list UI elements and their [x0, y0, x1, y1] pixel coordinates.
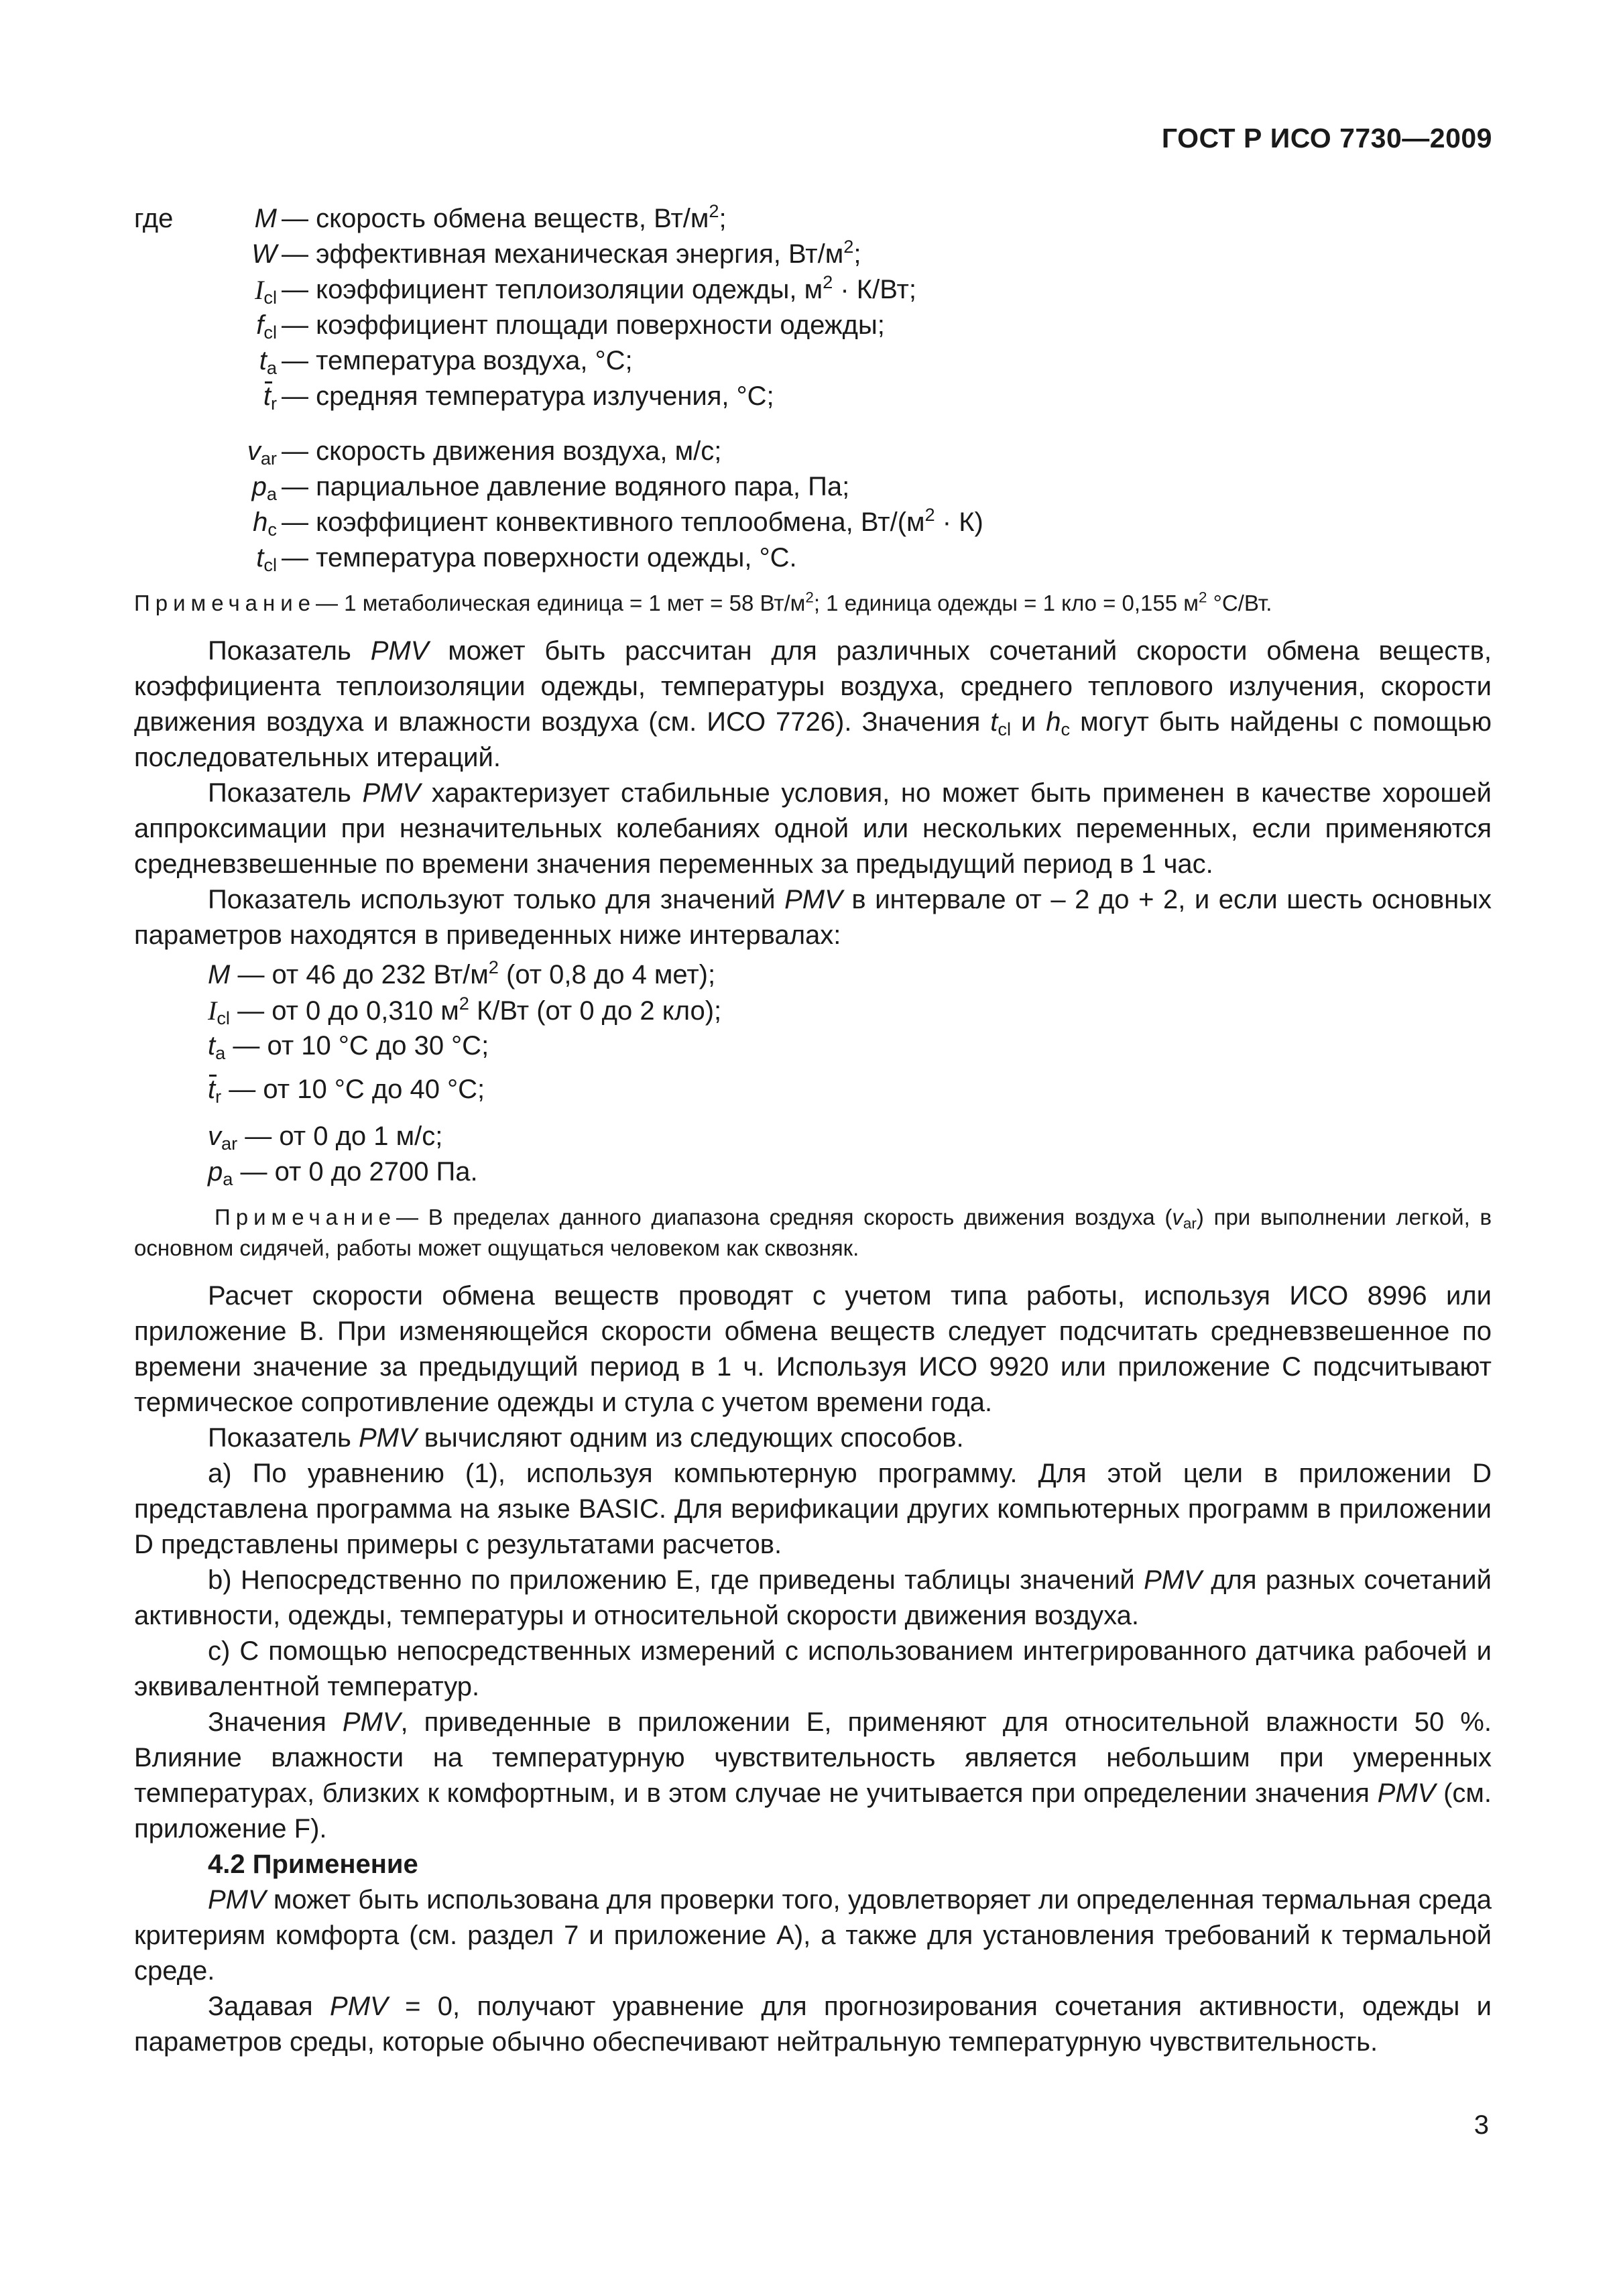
symbol-subscript: a: [266, 483, 277, 504]
range-row: M — от 46 до 232 $Вт/м^2$ (от 0,8 до 4 мет);: [208, 957, 716, 989]
symbol-letter: M: [254, 204, 277, 233]
range-row: $t_a$ — от 10 °С до 30 °С;: [208, 1031, 489, 1063]
definition-text: — коэффициент конвективного теплообмена, $Вт/(м^2 \cdot К)$: [282, 504, 983, 537]
symbol-letter: f: [256, 310, 264, 340]
definition-row: [134, 434, 1492, 469]
symbol-letter: I: [255, 275, 264, 305]
parameter-ranges: [134, 957, 1492, 1190]
symbol-definitions: [134, 201, 1492, 576]
definition-text: — средняя температура излучения, °С;: [282, 381, 774, 411]
paragraph-method-a: a) По уравнению (1), используя компьютерную программу. Для этой цели в приложении D представлена программа на языке BASIC. Для верификации других компьютерных программ в приложении D представлены примеры с результатами расчетов.: [134, 1459, 1492, 1559]
definition-symbol: [263, 379, 277, 414]
definition-symbol: [256, 308, 277, 343]
symbol-subscript: a: [266, 357, 277, 378]
symbol-letter: t: [259, 346, 267, 375]
range-row: $p_a$ — от 0 до 2700 Па.: [208, 1157, 478, 1189]
symbol-letter: v: [247, 436, 261, 466]
page-number: 3: [1474, 2110, 1489, 2140]
definition-lead: где: [134, 204, 174, 233]
range-symbol: t: [208, 1031, 216, 1061]
symbol-letter: W: [251, 239, 277, 269]
paragraph-pmv-methods: Показатель PMV вычисляют одним из следующих способов.: [208, 1423, 964, 1453]
page-content: [134, 201, 1492, 2060]
document-code: ГОСТ Р ИСО 7730—2009: [1161, 123, 1492, 154]
definition-row: [134, 201, 1492, 237]
definition-symbol: [255, 201, 277, 237]
range-row: $t_r$ — от 10 °С до 40 °С;: [134, 1064, 1492, 1119]
definition-text: — температура воздуха, °С;: [282, 346, 633, 375]
paragraph-pmv-stability: Показатель PMV характеризует стабильные условия, но может быть применен в качестве хорошей аппроксимации при незначительных колебаниях одной или нескольких переменных, если применяются средневзвешенные по времени значения переменных за предыдущий период в 1 час.: [134, 778, 1492, 879]
definition-symbol: [252, 469, 277, 505]
note-label: Примечание: [215, 1205, 397, 1229]
range-symbol: v: [208, 1122, 221, 1151]
definition-symbol: [255, 272, 277, 308]
symbol-letter: p: [251, 472, 267, 501]
definition-row: [134, 505, 1492, 540]
note-2: Примечание— В пределах данного диапазона средняя скорость движения воздуха $(v_{ar})$ при выполнении легкой, в основном сидячей, работы может ощущаться человеком как сквозняк.: [134, 1205, 1492, 1260]
paragraph-humidity: Значения PMV, приведенные в приложении Е, применяют для относительной влажности 50 %. Влияние влажности на температурную чувствительность является небольшим при умеренных температурах, близких к комфортным, и в этом случае не учитывается при определении значения PMV (см. приложение F).: [134, 1707, 1492, 1844]
definition-text: — скорость обмена веществ, $Вт/м^2$;: [282, 200, 727, 233]
paragraph-pmv-calculation: Показатель PMV может быть рассчитан для различных сочетаний скорости обмена веществ, коэффициента теплоизоляции одежды, температуры воздуха, среднего теплового излучения, скорости движения воздуха и влажности воздуха (см. ИСО 7726). Значения $t_{cl}$ и $h_c$ могут быть найдены с помощью последовательных итераций.: [134, 636, 1492, 772]
symbol-subscript: cl: [263, 286, 277, 308]
paragraph-metabolic-rate: Расчет скорости обмена веществ проводят с учетом типа работы, используя ИСО 8996 или приложение В. При изменяющейся скорости обмена веществ следует подсчитать средневзвешенное по времени значение за предыдущий период в 1 ч. Используя ИСО 9920 или приложение С подсчитывают термическое сопротивление одежды и стула с учетом времени года.: [134, 1281, 1492, 1417]
definition-symbol: [251, 237, 277, 272]
symbol-subscript: c: [267, 518, 277, 540]
definition-text: — температура поверхности одежды, °С.: [282, 543, 797, 572]
definition-text: — скорость движения воздуха, м/с;: [282, 436, 722, 466]
definition-row: [134, 308, 1492, 343]
definition-text: — парциальное давление водяного пара, Па;: [282, 472, 850, 501]
range-symbol: I: [208, 995, 217, 1026]
symbol-letter: h: [253, 507, 268, 537]
symbol-subscript: cl: [263, 554, 277, 575]
symbol-letter: t: [256, 543, 264, 572]
definition-text: — коэффициент площади поверхности одежды;: [282, 310, 885, 340]
definition-row: [134, 540, 1492, 576]
definition-row: [134, 469, 1492, 505]
note-label: Примечание: [134, 591, 316, 615]
symbol-subscript: cl: [263, 321, 277, 343]
paragraph-method-b: b) Непосредственно по приложению Е, где приведены таблицы значений PMV для разных сочетаний активности, одежды, температуры и относительной скорости движения воздуха.: [134, 1565, 1492, 1630]
paragraph-pmv-zero: Задавая PMV = 0, получают уравнение для прогнозирования сочетания активности, одежды и параметров среды, которые обычно обеспечивают нейтральную температурную чувствительность.: [134, 1992, 1492, 2057]
definition-row: [134, 343, 1492, 379]
definition-symbol: [247, 434, 277, 469]
symbol-subscript: r: [270, 392, 277, 414]
definition-text: — эффективная механическая энергия, $Вт/м^2$;: [282, 236, 861, 269]
paragraph-pmv-range: Показатель используют только для значений PMV в интервале от – 2 до + 2, и если шесть основных параметров находятся в приведенных ниже интервалах:: [134, 885, 1492, 950]
range-symbol: p: [208, 1157, 223, 1187]
paragraph-application: PMV может быть использована для проверки того, удовлетворяет ли определенная термальная среда критериям комфорта (см. раздел 7 и приложение А), а также для установления требований к термальной среде.: [134, 1885, 1492, 1986]
definition-row: [134, 379, 1492, 434]
range-symbol: t: [208, 1072, 215, 1107]
symbol-letter: t: [263, 379, 271, 414]
note-1: Примечание— 1 метаболическая единица = 1 мет = 58 $Вт/м^2$; 1 единица одежды = 1 кло = 0,155 $м^2$ °С/Вт.: [134, 589, 1272, 615]
definition-symbol: [253, 505, 277, 540]
definition-symbol: [256, 540, 277, 576]
range-row: $I_{cl}$ — от 0 до 0,310 $м^2$ К/Вт (от 0 до 2 кло);: [208, 993, 722, 1028]
range-symbol: M: [208, 960, 231, 989]
section-title: 4.2 Применение: [208, 1850, 418, 1879]
definition-row: [134, 272, 1492, 308]
paragraph-method-c: c) С помощью непосредственных измерений с использованием интегрированного датчика рабочей и эквивалентной температур.: [134, 1636, 1492, 1701]
definition-row: [134, 237, 1492, 272]
definition-text: — коэффициент теплоизоляции одежды, $м^2 \cdot К/Вт$;: [282, 271, 916, 304]
range-row: $v_{ar}$ — от 0 до 1 м/с;: [208, 1122, 443, 1154]
symbol-subscript: ar: [260, 447, 277, 469]
definition-symbol: [259, 343, 277, 379]
